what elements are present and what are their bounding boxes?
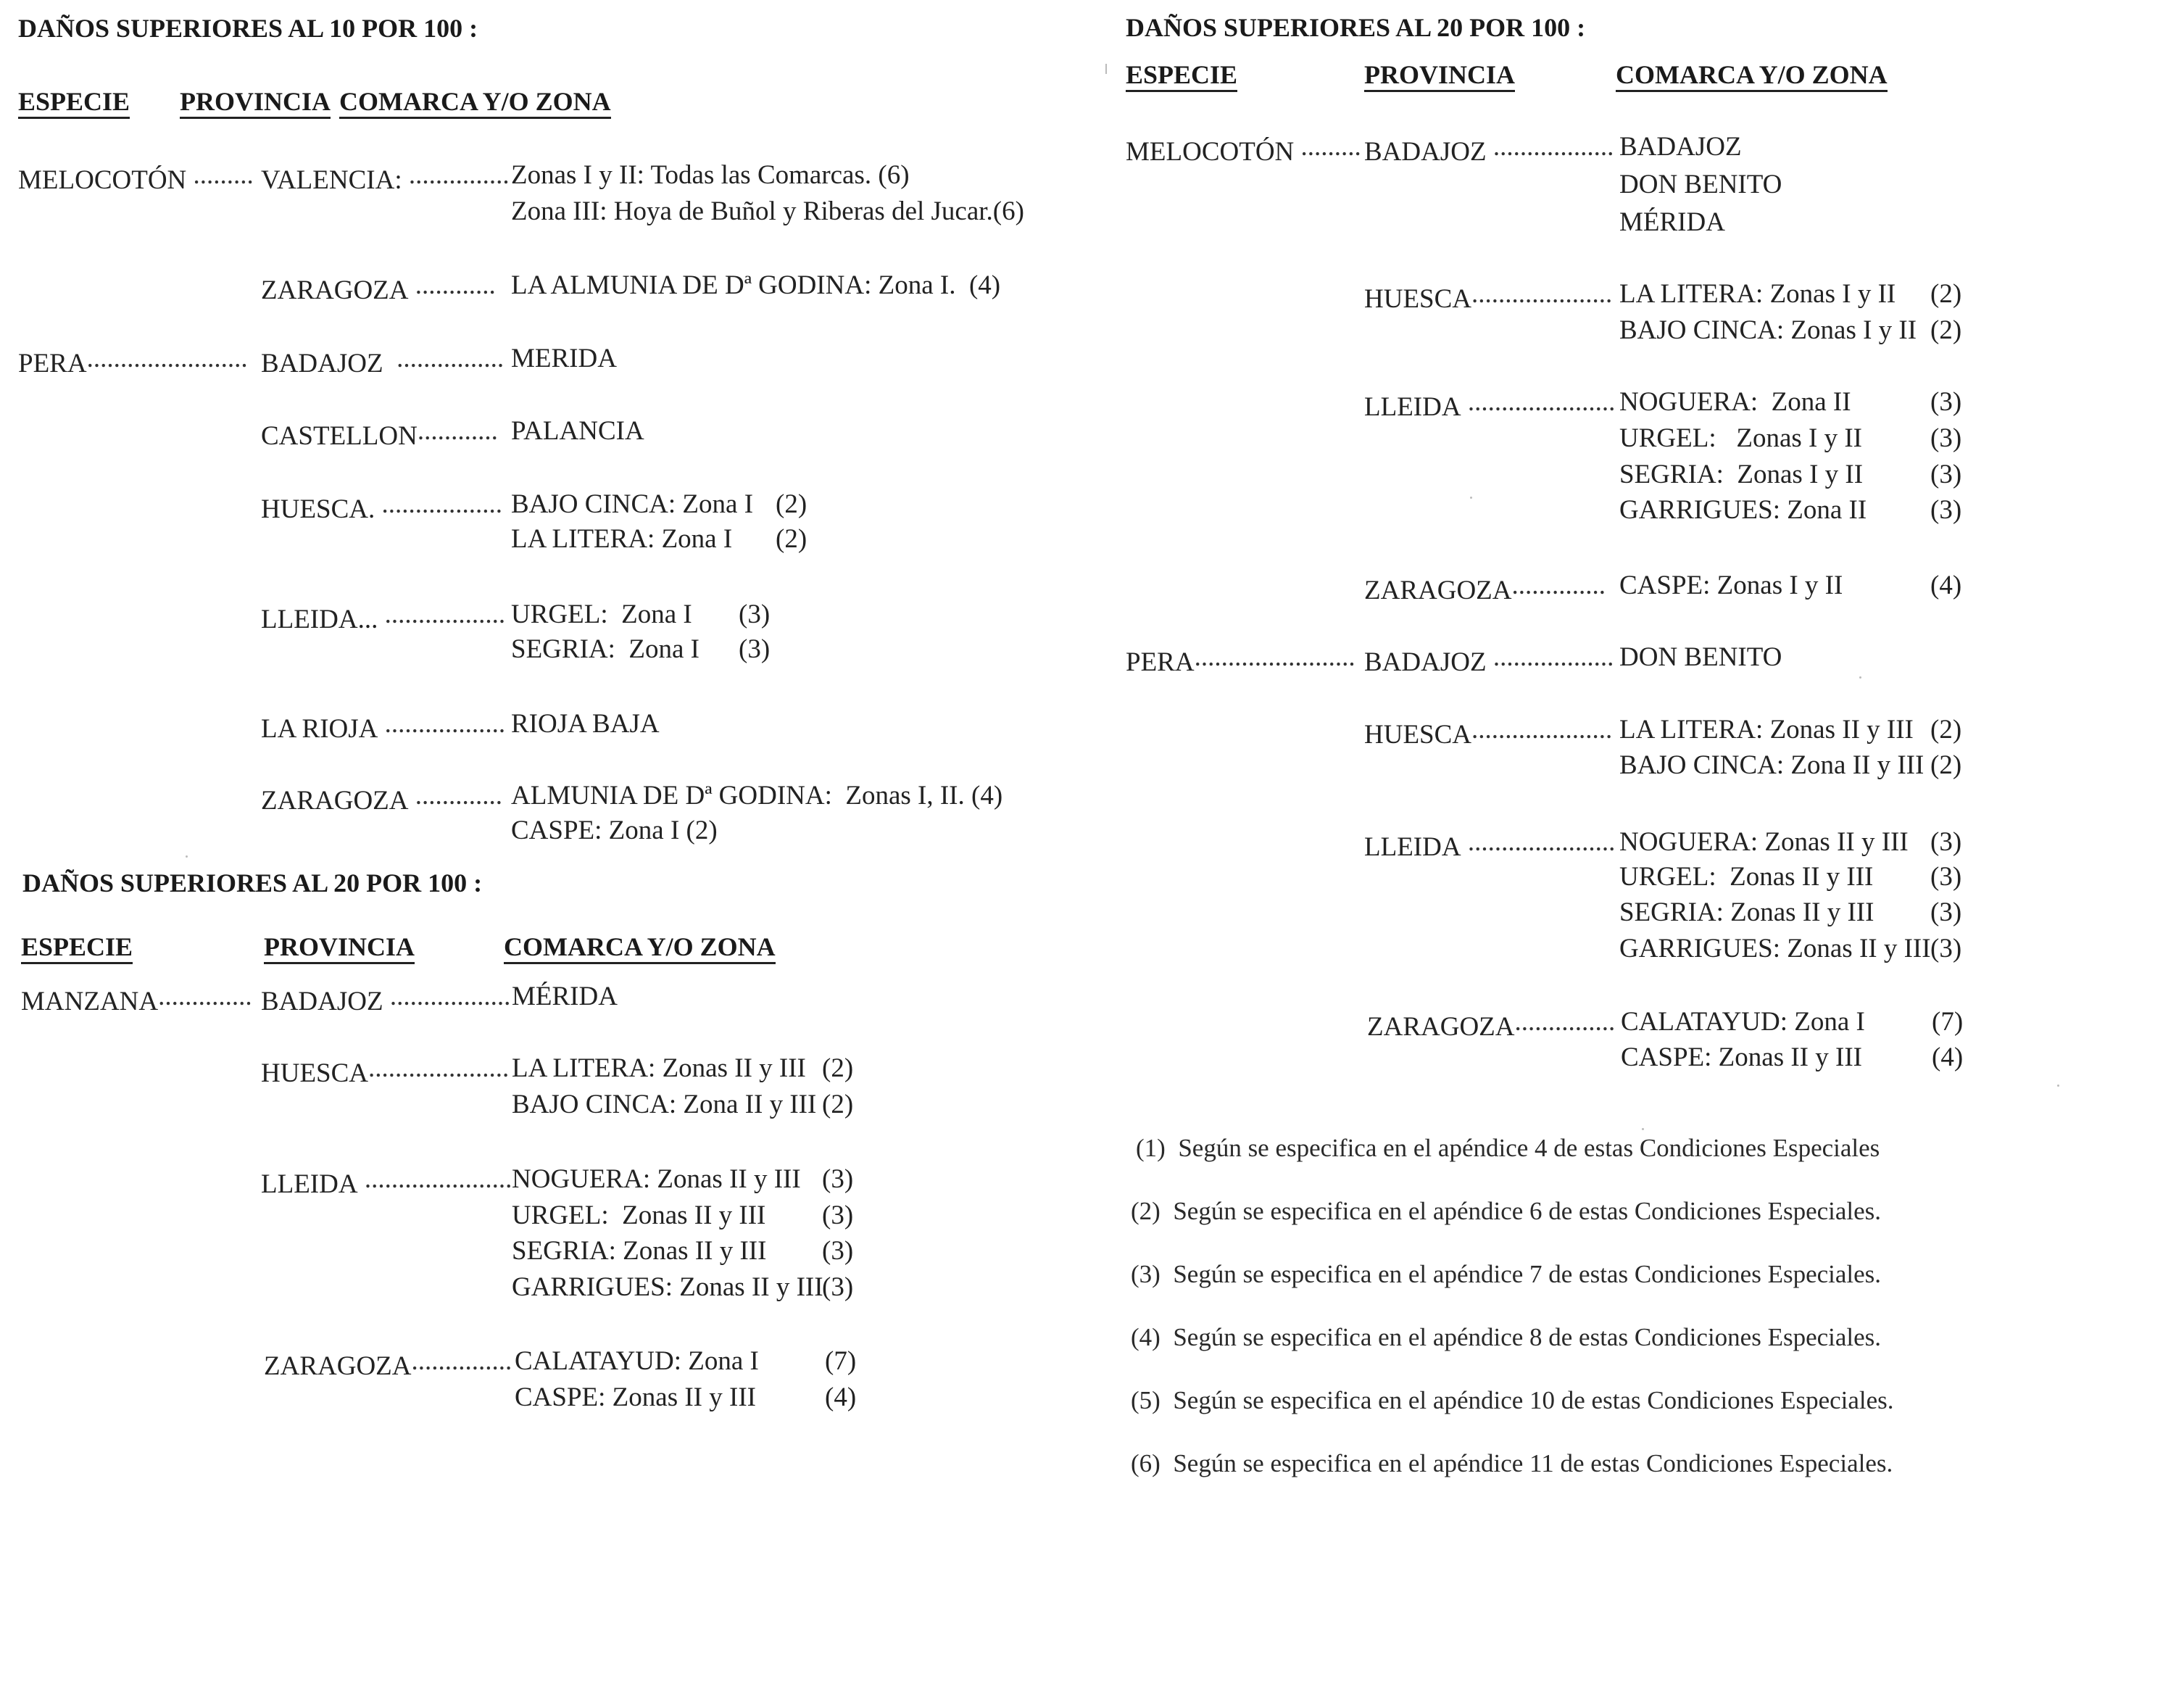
dot-leader: ................ xyxy=(383,345,505,372)
provincia-label: BADAJOZ xyxy=(261,987,383,1016)
comarca-cell: GARRIGUES: Zonas II y III xyxy=(1619,934,1931,963)
provincia-cell xyxy=(261,418,498,449)
comarca-cell: SEGRIA: Zonas I y II xyxy=(1619,460,1864,489)
comarca-cell: URGEL: Zonas II y III xyxy=(1619,862,1874,892)
provincia-label: ZARAGOZA xyxy=(1367,1012,1515,1042)
footnote-number: (6) xyxy=(1131,1449,1160,1477)
provincia-label: LLEIDA xyxy=(261,1169,358,1199)
footnote-ref: (2) xyxy=(776,524,807,554)
footnote-ref: (3) xyxy=(1930,934,1962,963)
comarca-cell: URGEL: Zonas I y II xyxy=(1619,423,1862,453)
dot-leader: .............. xyxy=(1511,572,1606,599)
especie-label: MANZANA xyxy=(21,987,159,1016)
footnote-ref: (3) xyxy=(1930,862,1962,892)
footnote-ref: (2) xyxy=(1930,315,1962,345)
especie-label: PERA xyxy=(1126,647,1195,677)
scan-artifact xyxy=(1105,64,1107,74)
dot-leader: ............... xyxy=(402,162,510,188)
provincia-label: HUESCA xyxy=(1364,284,1472,314)
provincia-cell xyxy=(261,983,510,1015)
dot-leader: ...................... xyxy=(357,1166,512,1193)
footnote-ref: (3) xyxy=(1930,387,1962,417)
footnote-1 xyxy=(1136,1135,1880,1161)
footnote-ref: (7) xyxy=(1932,1007,1964,1037)
footnote-ref: (2) xyxy=(776,489,807,519)
comarca-cell: MERIDA xyxy=(511,344,617,373)
especie-cell xyxy=(18,162,254,194)
provincia-label: BADAJOZ xyxy=(1364,137,1487,167)
footnote-3 xyxy=(1131,1261,1881,1288)
provincia-label: ZARAGOZA xyxy=(261,786,409,816)
comarca-cell: SEGRIA: Zonas II y III xyxy=(512,1236,767,1266)
comarca-cell: CALATAYUD: Zona I xyxy=(1621,1007,1865,1037)
comarca-cell: Zonas I y II: Todas las Comarcas. (6) xyxy=(511,160,910,190)
footnote-ref: (3) xyxy=(739,634,771,664)
provincia-cell xyxy=(261,1166,512,1198)
footnote-ref: (3) xyxy=(1930,423,1962,453)
comarca-cell: PALANCIA xyxy=(511,416,644,446)
dot-leader: .................. xyxy=(378,601,506,628)
provincia-label: LLEIDA xyxy=(1364,392,1461,422)
comarca-cell: NOGUERA: Zona II xyxy=(1619,387,1851,417)
footnote-ref: (3) xyxy=(739,600,771,629)
provincia-label: ZARAGOZA xyxy=(261,275,409,305)
section-title-10-percent: DAÑOS SUPERIORES AL 10 POR 100 : xyxy=(18,14,478,43)
provincia-cell xyxy=(261,491,502,523)
comarca-cell: ALMUNIA DE Dª GODINA: Zonas I, II. (4) xyxy=(511,781,1003,810)
comarca-cell: Zona III: Hoya de Buñol y Riberas del Jucar.(6) xyxy=(511,196,1024,226)
comarca-cell: LA LITERA: Zonas I y II xyxy=(1619,279,1896,309)
dot-leader: ............... xyxy=(411,1348,512,1374)
provincia-cell xyxy=(261,782,502,814)
especie-label: PERA xyxy=(18,349,87,378)
comarca-cell: LA LITERA: Zona I xyxy=(511,524,733,554)
header-comarca: COMARCA Y/O ZONA xyxy=(339,88,611,119)
provincia-label: HUESCA. xyxy=(261,494,375,524)
header-especie: ESPECIE xyxy=(1126,62,1237,92)
especie-cell xyxy=(1126,133,1361,165)
provincia-cell xyxy=(261,1055,509,1087)
comarca-cell: CASPE: Zonas II y III xyxy=(515,1382,756,1412)
dot-leader: .................. xyxy=(383,983,511,1010)
footnote-6 xyxy=(1131,1451,1893,1477)
footnote-ref: (3) xyxy=(1930,897,1962,927)
especie-label: MELOCOTÓN xyxy=(18,165,187,195)
especie-cell xyxy=(21,983,252,1015)
provincia-cell xyxy=(261,162,510,194)
header-provincia: PROVINCIA xyxy=(180,88,331,119)
dot-leader: .................. xyxy=(1486,133,1614,160)
especie-cell xyxy=(1126,644,1355,676)
footnote-ref: (3) xyxy=(1930,460,1962,489)
comarca-cell: NOGUERA: Zonas II y III xyxy=(1619,827,1909,857)
comarca-cell: LA LITERA: Zonas II y III xyxy=(512,1053,806,1083)
provincia-label: HUESCA xyxy=(261,1058,369,1088)
dot-leader: ...................... xyxy=(1461,829,1616,855)
footnote-ref: (3) xyxy=(1930,495,1962,525)
header-provincia: PROVINCIA xyxy=(264,934,415,964)
comarca-cell: NOGUERA: Zonas II y III xyxy=(512,1164,801,1194)
comarca-cell: CASPE: Zonas II y III xyxy=(1621,1042,1862,1072)
provincia-label: ZARAGOZA xyxy=(1364,576,1512,605)
footnote-ref: (2) xyxy=(1930,279,1962,309)
comarca-cell: URGEL: Zona I xyxy=(511,600,692,629)
comarca-cell: SEGRIA: Zonas II y III xyxy=(1619,897,1874,927)
footnote-text: Según se especifica en el apéndice 11 de estas Condiciones Especiales. xyxy=(1173,1449,1893,1477)
provincia-cell xyxy=(1364,281,1612,312)
provincia-label: BADAJOZ xyxy=(261,349,383,378)
dot-leader: ........................ xyxy=(1194,644,1355,671)
provincia-cell xyxy=(1364,572,1606,604)
comarca-cell: SEGRIA: Zona I xyxy=(511,634,699,664)
provincia-cell xyxy=(1364,644,1614,676)
comarca-cell: BADAJOZ xyxy=(1619,132,1742,162)
comarca-cell: CALATAYUD: Zona I xyxy=(515,1346,759,1376)
dot-leader: ......... xyxy=(1294,133,1361,160)
dot-leader: ............ xyxy=(408,272,496,299)
dot-leader: ..................... xyxy=(1471,281,1613,307)
comarca-cell: LA LITERA: Zonas II y III xyxy=(1619,715,1914,745)
footnote-number: (3) xyxy=(1131,1260,1160,1288)
footnote-4 xyxy=(1131,1324,1881,1351)
section-title-20-percent: DAÑOS SUPERIORES AL 20 POR 100 : xyxy=(22,868,483,897)
footnote-ref: (4) xyxy=(1932,1042,1964,1072)
especie-cell xyxy=(18,345,248,377)
provincia-label: LLEIDA xyxy=(1364,832,1461,862)
footnote-text: Según se especifica en el apéndice 8 de estas Condiciones Especiales. xyxy=(1173,1323,1882,1351)
provincia-cell xyxy=(1364,829,1615,861)
scan-artifact xyxy=(186,855,188,858)
footnote-text: Según se especifica en el apéndice 7 de estas Condiciones Especiales. xyxy=(1173,1260,1882,1288)
provincia-label: LLEIDA... xyxy=(261,605,378,634)
comarca-cell: BAJO CINCA: Zona I xyxy=(511,489,754,519)
comarca-cell: RIOJA BAJA xyxy=(511,709,660,739)
provincia-cell xyxy=(1364,716,1612,748)
scan-artifact xyxy=(1859,676,1861,679)
provincia-label: BADAJOZ xyxy=(1364,647,1487,677)
footnote-number: (5) xyxy=(1131,1386,1160,1414)
dot-leader: ............... xyxy=(1514,1008,1616,1035)
comarca-cell: GARRIGUES: Zonas II y III xyxy=(512,1272,823,1302)
comarca-cell: BAJO CINCA: Zona II y III xyxy=(512,1090,817,1119)
dot-leader: ......... xyxy=(186,162,254,188)
especie-label: MELOCOTÓN xyxy=(1126,137,1295,167)
comarca-cell: DON BENITO xyxy=(1619,642,1782,672)
dot-leader: ..................... xyxy=(1471,716,1613,743)
dot-leader: .................. xyxy=(1486,644,1614,671)
dot-leader: ..................... xyxy=(368,1055,510,1082)
footnote-number: (2) xyxy=(1131,1197,1160,1225)
provincia-cell xyxy=(1364,133,1614,165)
footnote-ref: (2) xyxy=(1930,715,1962,745)
footnote-ref: (2) xyxy=(822,1053,854,1083)
footnote-ref: (2) xyxy=(822,1090,854,1119)
footnote-ref: (3) xyxy=(822,1201,854,1230)
footnote-text: Según se especifica en el apéndice 6 de estas Condiciones Especiales. xyxy=(1173,1197,1882,1225)
dot-leader: .............. xyxy=(158,983,252,1010)
comarca-cell: CASPE: Zona I (2) xyxy=(511,816,718,845)
footnote-2 xyxy=(1131,1198,1881,1224)
provincia-cell xyxy=(261,272,496,304)
footnote-5 xyxy=(1131,1388,1894,1414)
header-comarca: COMARCA Y/O ZONA xyxy=(504,934,776,964)
comarca-cell: MÉRIDA xyxy=(512,982,618,1011)
footnote-ref: (3) xyxy=(822,1272,854,1302)
provincia-cell xyxy=(1364,389,1615,420)
comarca-cell: BAJO CINCA: Zona II y III xyxy=(1619,750,1925,780)
provincia-cell xyxy=(264,1348,512,1380)
comarca-cell: CASPE: Zonas I y II xyxy=(1619,571,1843,600)
header-comarca: COMARCA Y/O ZONA xyxy=(1616,62,1888,92)
footnote-number: (4) xyxy=(1131,1323,1160,1351)
footnote-number: (1) xyxy=(1136,1134,1166,1162)
scan-artifact xyxy=(1642,1128,1644,1130)
comarca-cell: BAJO CINCA: Zonas I y II xyxy=(1619,315,1917,345)
provincia-label: CASTELLON xyxy=(261,421,418,451)
provincia-label: ZARAGOZA xyxy=(264,1351,412,1381)
dot-leader: .................. xyxy=(375,491,503,518)
provincia-label: LA RIOJA xyxy=(261,714,378,744)
footnote-text: Según se especifica en el apéndice 10 de estas Condiciones Especiales. xyxy=(1173,1386,1894,1414)
header-provincia: PROVINCIA xyxy=(1364,62,1515,92)
provincia-cell xyxy=(261,345,504,377)
header-especie: ESPECIE xyxy=(18,88,130,119)
dot-leader: ...................... xyxy=(1461,389,1616,415)
dot-leader: ............ xyxy=(417,418,498,444)
comarca-cell: LA ALMUNIA DE Dª GODINA: Zona I. (4) xyxy=(511,270,1001,300)
footnote-ref: (4) xyxy=(1930,571,1962,600)
comarca-cell: MÉRIDA xyxy=(1619,207,1725,237)
dot-leader: ........................ xyxy=(86,345,248,372)
comarca-cell: GARRIGUES: Zona II xyxy=(1619,495,1867,525)
provincia-cell xyxy=(261,710,505,742)
provincia-label: HUESCA xyxy=(1364,720,1472,750)
section-title-20-percent: DAÑOS SUPERIORES AL 20 POR 100 : xyxy=(1126,13,1586,42)
footnote-ref: (3) xyxy=(822,1236,854,1266)
footnote-ref: (3) xyxy=(822,1164,854,1194)
provincia-cell xyxy=(1367,1008,1615,1040)
scan-artifact xyxy=(2057,1085,2059,1087)
footnote-text: Según se especifica en el apéndice 4 de estas Condiciones Especiales xyxy=(1178,1134,1880,1162)
scan-artifact xyxy=(1470,497,1472,499)
header-especie: ESPECIE xyxy=(21,934,133,964)
comarca-cell: URGEL: Zonas II y III xyxy=(512,1201,766,1230)
footnote-ref: (7) xyxy=(825,1346,857,1376)
footnote-ref: (2) xyxy=(1930,750,1962,780)
comarca-cell: DON BENITO xyxy=(1619,170,1782,199)
dot-leader: .................. xyxy=(378,710,506,737)
dot-leader: ............. xyxy=(408,782,502,809)
footnote-ref: (4) xyxy=(825,1382,857,1412)
provincia-cell xyxy=(261,601,505,633)
footnote-ref: (3) xyxy=(1930,827,1962,857)
provincia-label: VALENCIA: xyxy=(261,165,402,195)
